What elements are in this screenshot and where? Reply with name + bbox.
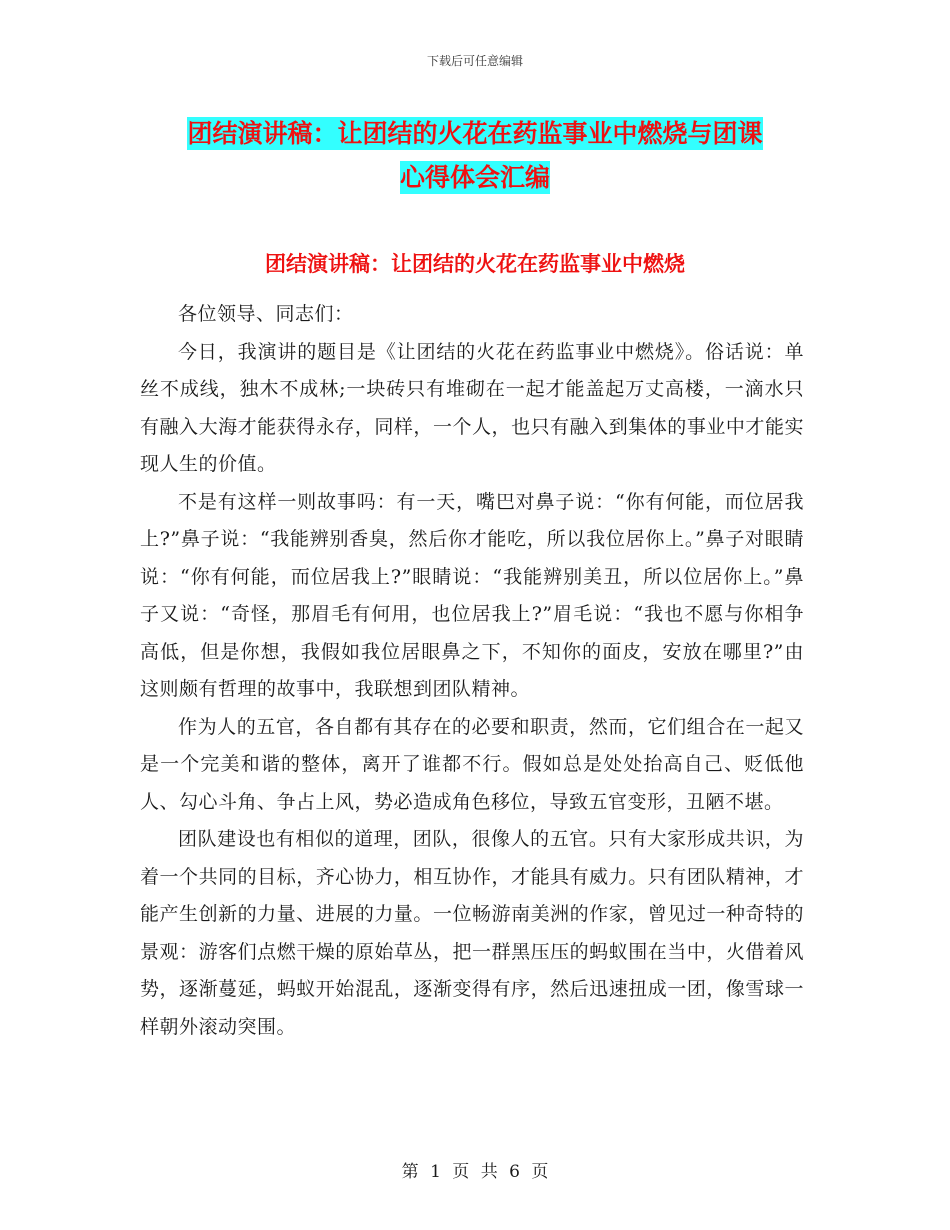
- body-paragraph: 今日，我演讲的题目是《让团结的火花在药监事业中燃烧》。俗话说：单丝不成线，独木不成林;一块砖只有堆砌在一起才能盖起万丈高楼，一滴水只有融入大海才能获得永存，同样，一个人，也只有融入到集体的事业中才能实现人生的价值。: [140, 340, 804, 475]
- body-paragraph: 作为人的五官，各自都有其存在的必要和职责，然而，它们组合在一起又是一个完美和谐的整体，离开了谁都不行。假如总是处处抬高自己、贬低他人、勾心斗角、争占上风，势必造成角色移位，导致五官变形，丑陋不堪。: [140, 715, 804, 813]
- section-heading: 团结演讲稿：让团结的火花在药监事业中燃烧: [265, 252, 685, 276]
- salutation-paragraph: 各位领导、同志们：: [178, 303, 354, 325]
- body-paragraph: 团队建设也有相似的道理，团队，很像人的五官。只有大家形成共识，为着一个共同的目标，齐心协力，相互协作，才能具有威力。只有团队精神，才能产生创新的力量、进展的力量。一位畅游南美洲的作家，曾见过一种奇特的景观：游客们点燃干燥的原始草丛，把一群黑压压的蚂蚁围在当中，火借着风势，逐渐蔓延，蚂蚁开始混乱，逐渐变得有序，然后迅速扭成一团，像雪球一样朝外滚动突围。: [140, 828, 804, 1038]
- body-paragraph: 不是有这样一则故事吗：有一天，嘴巴对鼻子说：“你有何能，而位居我上?”鼻子说：“我能辨别香臭，然后你才能吃，所以我位居你上。”鼻子对眼睛说：“你有何能，而位居我上?”眼睛说：“我能辨别美丑，所以位居你上。”鼻子又说：“奇怪，那眉毛有何用，也位居我上?”眉毛说：“我也不愿与你相争高低，但是你想，我假如我位居眼鼻之下，不知你的面皮，安放在哪里?”由这则颇有哲理的故事中，我联想到团队精神。: [140, 490, 804, 700]
- document-title: [140, 112, 810, 200]
- page-number: 第 1 页 共 6 页: [401, 1162, 549, 1182]
- document-title-line-2: 心得体会汇编: [399, 163, 550, 192]
- body-text: [140, 296, 804, 1046]
- document-title-line-1: 团结演讲稿：让团结的火花在药监事业中燃烧与团课: [187, 119, 763, 148]
- page-header-note: 下载后可任意编辑: [426, 54, 523, 68]
